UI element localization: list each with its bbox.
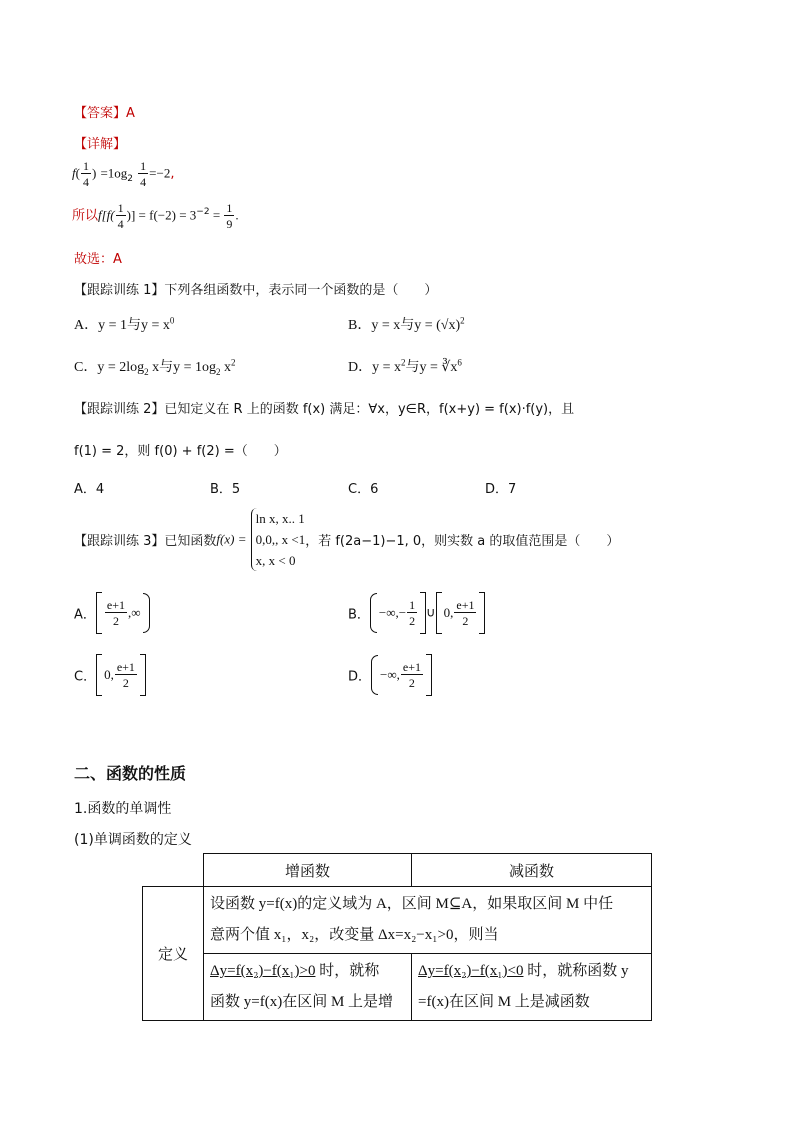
q3-option-d: D． −∞, $\frac{e+1}{2}$ <box>348 654 432 696</box>
header-decreasing: 减函数 <box>412 854 652 887</box>
q2-option-c: C．6 <box>348 482 379 497</box>
equation-1: f( $\frac{1}{4}$ ) $=1og_2$ $\frac{1}{4}$ =−2, <box>72 159 175 189</box>
answer-line <box>74 102 135 121</box>
answer-tag: 【答案】 <box>74 106 127 121</box>
subsubsection-title: (1)单调函数的定义 <box>74 832 192 848</box>
q3-stem: 【跟踪训练 3】已知函数f(x) = ln x, x.. 1 0,0,, x <1 x, x < 0 ，若 f(2a−1)−1, 0，则实数 a 的取值范围是（ ） <box>74 508 619 571</box>
definition-common: 设函数 y=f(x)的定义域为 A，区间 M⊆A，如果取区间 M 中任 意两个值 x₁，x₂，改变量 Δx=x₂−x₁>0，则当 <box>204 887 652 954</box>
definition-decreasing: Δy=f(x₂)−f(x₁)<0 时，就称函数 y =f(x)在区间 M 上是减函数 <box>412 954 652 1021</box>
choice-line: 故选：A <box>74 252 122 267</box>
frac-quarter-2: $\frac{1}{4}$ <box>140 159 147 189</box>
q3-option-a: A． $\frac{e+1}{2}$ ,∞ <box>74 592 150 634</box>
q3-option-c: C． 0, $\frac{e+1}{2}$ <box>74 654 146 696</box>
q2-option-b: B．5 <box>210 482 241 497</box>
q2-stem: 【跟踪训练 2】已知定义在 R 上的函数 f(x) 满足：∀x，y∈R，f(x+y) = f(x)·f(y)，且 <box>74 402 575 417</box>
q2-option-a: A．4 <box>74 482 105 497</box>
section-title: 二、函数的性质 <box>74 764 187 783</box>
definition-increasing: Δy=f(x₂)−f(x₁)>0 时，就称 函数 y=f(x)在区间 M 上是增 <box>204 954 412 1021</box>
q1-option-a: A．y = 1与$y = x^0$ <box>74 315 175 333</box>
q1-option-c: C．$y = 2\log_2$ x与$y = 1og_2$ $x^2$ <box>74 357 236 377</box>
q2-stem-2: f(1) = 2，则 f(0) + f(2) =（ ） <box>74 444 287 459</box>
q3-option-b: B． −∞,− $\frac{1}{2}$ ∪ 0, $\frac{e+1}{2}$ <box>348 592 485 634</box>
row-label-definition: 定义 <box>143 887 204 1021</box>
header-increasing: 增函数 <box>204 854 412 887</box>
answer-value: A <box>126 106 135 121</box>
frac-quarter: $\frac{1}{4}$ <box>82 159 89 189</box>
q1-stem: 【跟踪训练 1】下列各组函数中，表示同一个函数的是（ ） <box>74 283 438 298</box>
subsection-title: 1.函数的单调性 <box>74 801 172 817</box>
piecewise-brace: ln x, x.. 1 0,0,, x <1 x, x < 0 <box>251 508 306 571</box>
equation-2: 所以f[f( $\frac{1}{4}$ )] = $f(-2) = 3^{-2}$ = $\frac{1}{9}$ . <box>72 201 239 231</box>
q1-option-d: D．$y = x^2$与$y = ∛x^6$ <box>348 357 462 375</box>
detail-tag: 【详解】 <box>74 137 127 152</box>
q1-option-b: B．y = x与$y = (√x)^2$ <box>348 315 465 333</box>
q2-option-d: D．7 <box>485 482 517 497</box>
definition-table <box>142 853 652 1021</box>
